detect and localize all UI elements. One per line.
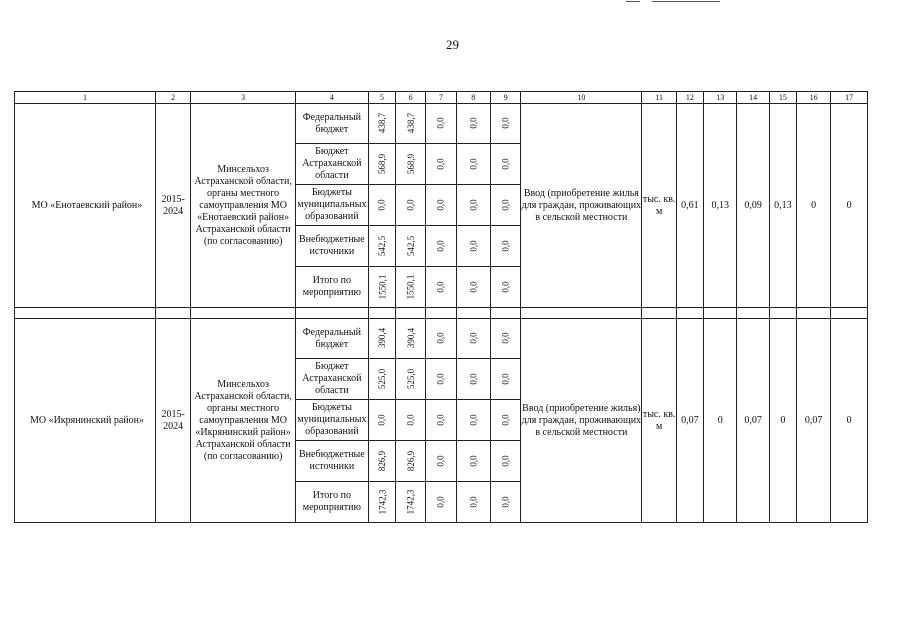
source-name-cell: Внебюджетные источники (295, 226, 368, 267)
value-cell: 0,0 (396, 400, 426, 441)
value-cell: 0,0 (456, 104, 490, 144)
period-cell: 2015-2024 (155, 319, 190, 523)
value-cell: 826,9 (396, 441, 426, 482)
header-cell: 15 (769, 92, 796, 104)
value-cell: 0,0 (491, 441, 521, 482)
value-cell: 1550,1 (368, 267, 395, 308)
header-cell: 17 (831, 92, 868, 104)
value-cell: 0,0 (456, 226, 490, 267)
value-cell: 438,7 (396, 104, 426, 144)
value-cell: 0,13 (704, 104, 737, 308)
executor-cell: Минсельхоз Астраханской области, органы местного самоуправления МО «Енотаевский район» Астраханской области (по согласованию) (191, 104, 295, 308)
value-cell: 0,0 (456, 319, 490, 359)
value-cell: 0,13 (769, 104, 796, 308)
value-cell: 0 (831, 319, 868, 523)
value-cell: 0,0 (491, 144, 521, 185)
block-separator (15, 308, 868, 319)
value-cell: 0,0 (426, 104, 456, 144)
value-cell: 0,0 (426, 144, 456, 185)
header-cell: 3 (191, 92, 295, 104)
indicator-cell: Ввод (приобретение жилья) для граждан, проживающих в сельской местности (521, 319, 642, 523)
value-cell: 0,0 (491, 104, 521, 144)
table-row (15, 104, 868, 144)
value-cell: 0 (831, 104, 868, 308)
value-cell: 0,07 (737, 319, 769, 523)
value-cell: 0,0 (426, 226, 456, 267)
indicator-cell: Ввод (приобретение жилья для граждан, проживающих в сельской местности (521, 104, 642, 308)
source-name-cell: Федеральный бюджет (295, 319, 368, 359)
value-cell: 0,09 (737, 104, 769, 308)
value-cell: 568,9 (368, 144, 395, 185)
executor-cell: Минсельхоз Астраханской области, органы местного самоуправления МО «Икрянинский район» Астраханской области (по согласованию) (191, 319, 295, 523)
header-cell: 4 (295, 92, 368, 104)
header-cell: 5 (368, 92, 395, 104)
unit-cell: тыс. кв. м (642, 104, 676, 308)
source-name-cell: Бюджет Астраханской области (295, 144, 368, 185)
value-cell: 542,5 (368, 226, 395, 267)
value-cell: 0,0 (491, 226, 521, 267)
top-edge-mark (626, 1, 640, 2)
value-cell: 0,0 (491, 319, 521, 359)
value-cell: 0,0 (426, 267, 456, 308)
page-number: 29 (446, 37, 459, 52)
value-cell: 0,0 (456, 482, 490, 523)
value-cell: 0,07 (796, 319, 830, 523)
header-cell: 1 (15, 92, 156, 104)
header-cell: 10 (521, 92, 642, 104)
value-cell: 0,0 (396, 185, 426, 226)
header-cell: 12 (676, 92, 703, 104)
value-cell: 0,0 (491, 359, 521, 400)
value-cell: 568,9 (396, 144, 426, 185)
value-cell: 0,0 (491, 267, 521, 308)
value-cell: 0,0 (491, 185, 521, 226)
header-cell: 14 (737, 92, 769, 104)
value-cell: 0 (769, 319, 796, 523)
header-cell: 9 (491, 92, 521, 104)
mo-name-cell: МО «Икрянинский район» (15, 319, 156, 523)
value-cell: 826,9 (368, 441, 395, 482)
unit-cell: тыс. кв. м (642, 319, 676, 523)
source-name-cell: Бюджет Астраханской области (295, 359, 368, 400)
value-cell: 1742,3 (368, 482, 395, 523)
value-cell: 525,0 (368, 359, 395, 400)
source-name-cell: Итого по мероприятию (295, 267, 368, 308)
value-cell: 0,0 (491, 482, 521, 523)
source-name-cell: Итого по мероприятию (295, 482, 368, 523)
value-cell: 0,07 (676, 319, 703, 523)
value-cell: 0 (796, 104, 830, 308)
value-cell: 0,0 (426, 319, 456, 359)
value-cell: 0,61 (676, 104, 703, 308)
top-edge-mark (652, 1, 720, 2)
header-cell: 6 (396, 92, 426, 104)
value-cell: 0,0 (456, 400, 490, 441)
source-name-cell: Бюджеты муниципальных образований (295, 185, 368, 226)
header-cell: 16 (796, 92, 830, 104)
program-table (14, 91, 868, 523)
value-cell: 390,4 (368, 319, 395, 359)
source-name-cell: Бюджеты муниципальных образований (295, 400, 368, 441)
value-cell: 0,0 (426, 359, 456, 400)
value-cell: 0,0 (426, 185, 456, 226)
value-cell: 0,0 (491, 400, 521, 441)
value-cell: 0,0 (456, 267, 490, 308)
value-cell: 0,0 (426, 482, 456, 523)
source-name-cell: Федеральный бюджет (295, 104, 368, 144)
value-cell: 542,5 (396, 226, 426, 267)
header-cell: 2 (155, 92, 190, 104)
value-cell: 0 (704, 319, 737, 523)
value-cell: 0,0 (456, 359, 490, 400)
period-cell: 2015-2024 (155, 104, 190, 308)
value-cell: 0,0 (426, 400, 456, 441)
column-number-row (15, 92, 868, 104)
mo-name-cell: МО «Енотаевский район» (15, 104, 156, 308)
value-cell: 0,0 (456, 441, 490, 482)
source-name-cell: Внебюджетные источники (295, 441, 368, 482)
value-cell: 0,0 (456, 185, 490, 226)
value-cell: 525,0 (396, 359, 426, 400)
value-cell: 0,0 (368, 185, 395, 226)
value-cell: 0,0 (456, 144, 490, 185)
value-cell: 438,7 (368, 104, 395, 144)
header-cell: 7 (426, 92, 456, 104)
table-row (15, 319, 868, 359)
header-cell: 13 (704, 92, 737, 104)
header-cell: 8 (456, 92, 490, 104)
value-cell: 390,4 (396, 319, 426, 359)
value-cell: 0,0 (368, 400, 395, 441)
value-cell: 0,0 (426, 441, 456, 482)
header-cell: 11 (642, 92, 676, 104)
value-cell: 1550,1 (396, 267, 426, 308)
value-cell: 1742,3 (396, 482, 426, 523)
